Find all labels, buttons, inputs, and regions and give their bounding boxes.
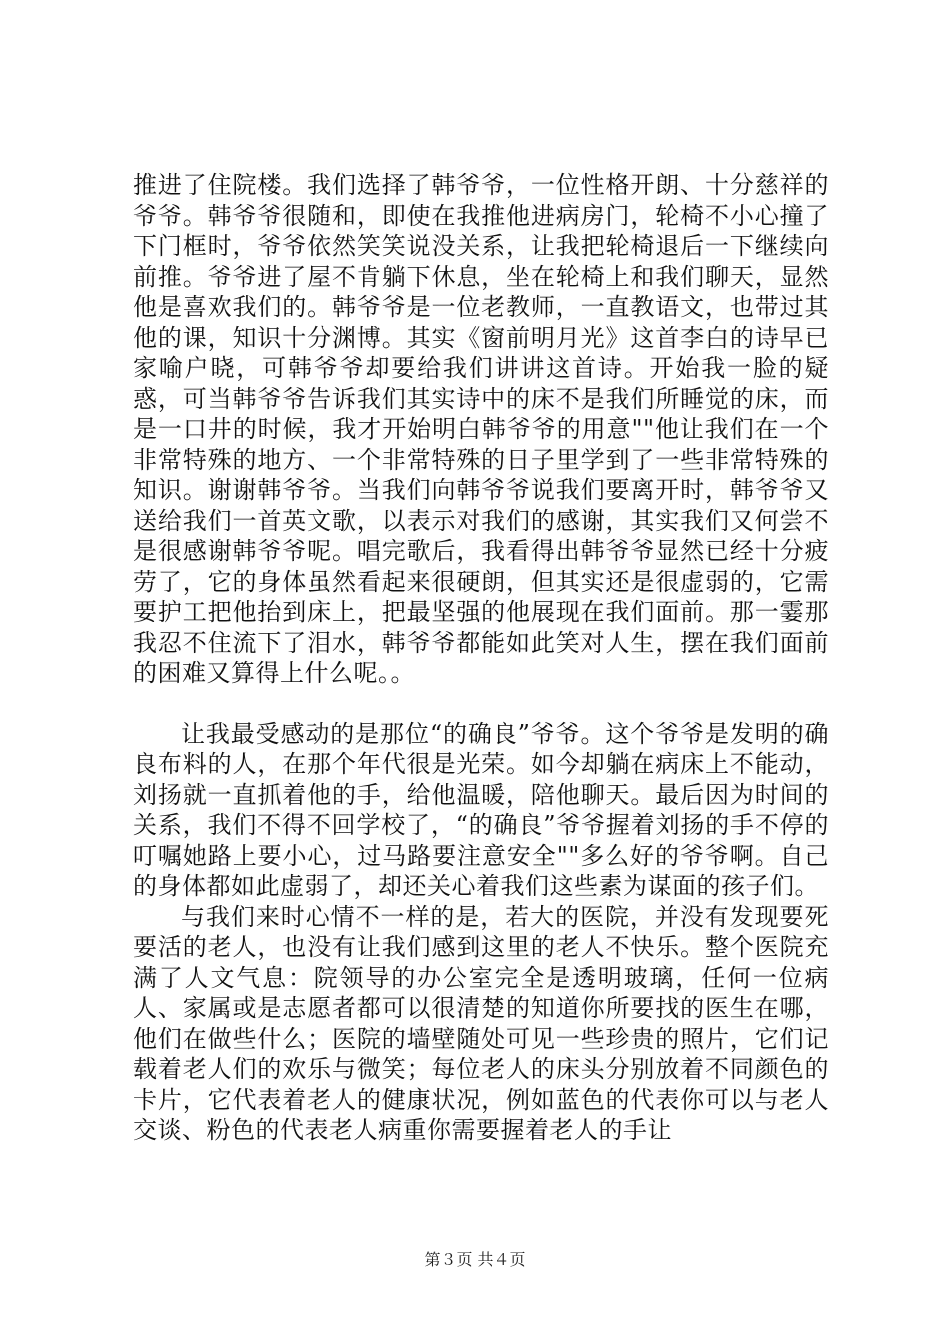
paragraph-3: 与我们来时心情不一样的是，若大的医院，并没有发现要死要活的老人，也没有让我们感到这里的老人不快乐。整个医院充满了人文气息：院领导的办公室完全是透明玻璃，任何一位病人、家属或是志愿者都可以很清楚的知道你所要找的医生在哪，他们在做些什么；医院的墙壁随处可见一些珍贵的照片，它们记载着老人们的欢乐与微笑；每位老人的床头分别放着不同颜色的卡片，它代表着老人的健康状况，例如蓝色的代表你可以与老人交谈、粉色的代表老人病重你需要握着老人的手让 bbox=[133, 902, 829, 1144]
paragraph-1: 推进了住院楼。我们选择了韩爷爷，一位性格开朗、十分慈祥的爷爷。韩爷爷很随和，即使在我推他进病房门，轮椅不小心撞了下门框时，爷爷依然笑笑说没关系，让我把轮椅退后一下继续向前推。爷爷进了屋不肯躺下休息，坐在轮椅上和我们聊天，显然他是喜欢我们的。韩爷爷是一位老教师，一直教语文，也带过其他的课，知识十分渊博。其实《窗前明月光》这首李白的诗早已家喻户晓，可韩爷爷却要给我们讲讲这首诗。开始我一脸的疑惑，可当韩爷爷告诉我们其实诗中的床不是我们所睡觉的床，而是一口井的时候，我才开始明白韩爷爷的用意""他让我们在一个非常特殊的地方、一个非常特殊的日子里学到了一些非常特殊的知识。谢谢韩爷爷。当我们向韩爷爷说我们要离开时，韩爷爷又送给我们一首英文歌，以表示对我们的感谢，其实我们又何尝不是很感谢韩爷爷呢。唱完歌后，我看得出韩爷爷显然已经十分疲劳了，它的身体虽然看起来很硬朗，但其实还是很虚弱的，它需要护工把他抬到床上，把最坚强的他展现在我们面前。那一霎那我忍不住流下了泪水，韩爷爷都能如此笑对人生，摆在我们面前的困难又算得上什么呢。。 bbox=[133, 171, 829, 687]
paragraph-gap bbox=[133, 689, 829, 719]
page-number-footer: 第３页 共４页 bbox=[424, 1250, 526, 1269]
paragraph-2: 让我最受感动的是那位“的确良”爷爷。这个爷爷是发明的确良布料的人，在那个年代很是光荣。如今却躺在病床上不能动，刘扬就一直抓着他的手，给他温暖，陪他聊天。最后因为时间的关系，我们不得不回学校了，“的确良”爷爷握着刘扬的手不停的叮嘱她路上要小心，过马路要注意安全""多么好的爷爷啊。自己的身体都如此虚弱了，却还关心着我们这些素为谋面的孩子们。 bbox=[133, 719, 829, 900]
document-body bbox=[133, 170, 829, 1146]
